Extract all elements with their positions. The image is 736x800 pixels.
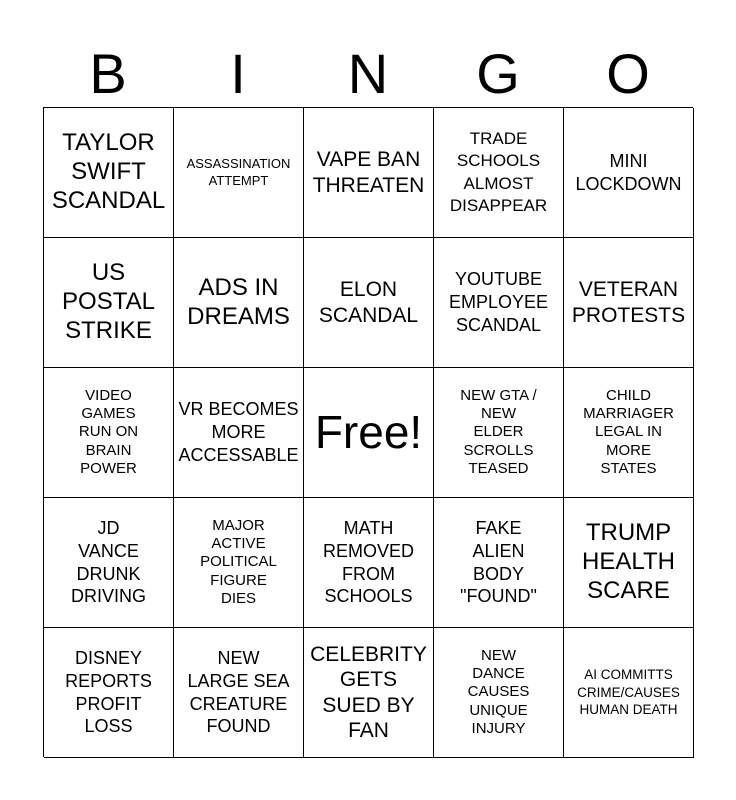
bingo-free-space[interactable]: Free!: [304, 368, 434, 498]
bingo-cell-r3-c2[interactable]: VR BECOMES MORE ACCESSABLE: [174, 368, 304, 498]
bingo-cell-r1-c5[interactable]: MINI LOCKDOWN: [564, 108, 694, 238]
header-letter-b: B: [89, 42, 127, 105]
bingo-cell-r2-c1[interactable]: US POSTAL STRIKE: [44, 238, 174, 368]
bingo-cell-r4-c2[interactable]: MAJOR ACTIVE POLITICAL FIGURE DIES: [174, 498, 304, 628]
header-letter-o: O: [606, 42, 650, 105]
bingo-cell-r4-c3[interactable]: MATH REMOVED FROM SCHOOLS: [304, 498, 434, 628]
bingo-cell-r2-c5[interactable]: VETERAN PROTESTS: [564, 238, 694, 368]
header-letter-g: G: [476, 42, 520, 105]
bingo-cell-r1-c2[interactable]: ASSASSINATION ATTEMPT: [174, 108, 304, 238]
bingo-cell-r1-c3[interactable]: VAPE BAN THREATEN: [304, 108, 434, 238]
bingo-cell-r2-c3[interactable]: ELON SCANDAL: [304, 238, 434, 368]
bingo-cell-r1-c1[interactable]: TAYLOR SWIFT SCANDAL: [44, 108, 174, 238]
bingo-cell-r4-c1[interactable]: JD VANCE DRUNK DRIVING: [44, 498, 174, 628]
bingo-cell-r2-c2[interactable]: ADS IN DREAMS: [174, 238, 304, 368]
bingo-cell-r5-c2[interactable]: NEW LARGE SEA CREATURE FOUND: [174, 628, 304, 758]
bingo-board: [43, 107, 693, 757]
bingo-cell-r3-c1[interactable]: VIDEO GAMES RUN ON BRAIN POWER: [44, 368, 174, 498]
bingo-header: [43, 40, 693, 108]
bingo-cell-r2-c4[interactable]: YOUTUBE EMPLOYEE SCANDAL: [434, 238, 564, 368]
bingo-cell-r3-c5[interactable]: CHILD MARRIAGER LEGAL IN MORE STATES: [564, 368, 694, 498]
bingo-cell-r5-c1[interactable]: DISNEY REPORTS PROFIT LOSS: [44, 628, 174, 758]
bingo-cell-r5-c5[interactable]: AI COMMITTS CRIME/CAUSES HUMAN DEATH: [564, 628, 694, 758]
bingo-cell-r3-c4[interactable]: NEW GTA / NEW ELDER SCROLLS TEASED: [434, 368, 564, 498]
header-letter-i: I: [230, 42, 246, 105]
header-letter-n: N: [347, 42, 389, 105]
bingo-cell-r4-c5[interactable]: TRUMP HEALTH SCARE: [564, 498, 694, 628]
bingo-cell-r5-c3[interactable]: CELEBRITY GETS SUED BY FAN: [304, 628, 434, 758]
bingo-cell-r5-c4[interactable]: NEW DANCE CAUSES UNIQUE INJURY: [434, 628, 564, 758]
bingo-cell-r4-c4[interactable]: FAKE ALIEN BODY "FOUND": [434, 498, 564, 628]
bingo-cell-r1-c4[interactable]: TRADE SCHOOLS ALMOST DISAPPEAR: [434, 108, 564, 238]
